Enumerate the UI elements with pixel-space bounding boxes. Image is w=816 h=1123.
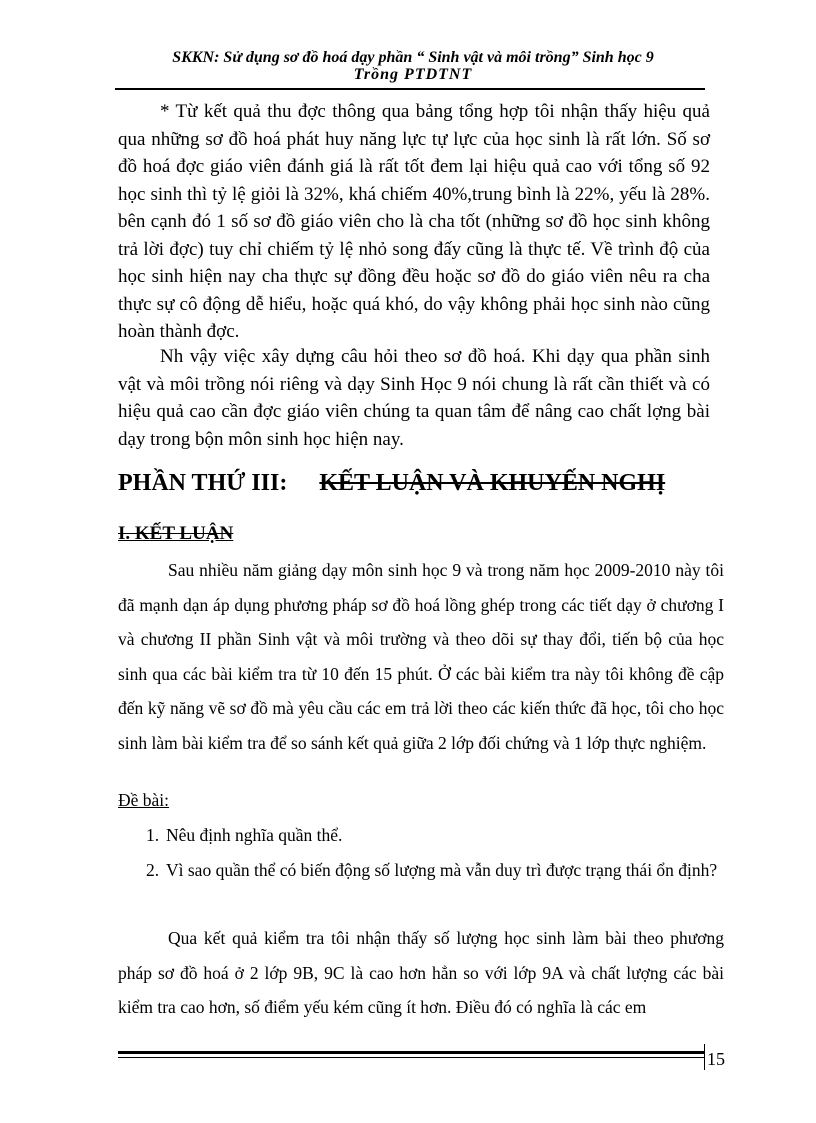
exam-label: Đề bài:	[118, 790, 170, 810]
paragraph-closing: Qua kết quả kiểm tra tôi nhận thấy số lượng học sinh làm bài theo phương pháp sơ đồ hoá ở 2 lớp 9B, 9C là cao hơn hẳn so với lớp 9A và chất lượng các bài kiểm tra cao hơn, số điểm yếu kém cũng ít hơn. Điều đó có nghĩa là các em	[118, 928, 724, 1017]
part-label: PHẦN THỨ III:	[118, 470, 288, 496]
part-title: KẾT LUẬN VÀ KHUYẾN NGHỊ	[319, 470, 666, 496]
header-school: Trồng PTDTNT	[353, 66, 473, 83]
page-number-divider	[704, 1044, 705, 1070]
page-number: 15	[707, 1049, 725, 1069]
question-text: Vì sao quần thể có biến động số lượng mà vẫn duy trì được trạng thái ổn định?	[166, 859, 718, 880]
section-heading: I. KẾT LUẬN	[118, 523, 234, 544]
question-number: 1.	[146, 825, 160, 845]
paragraph-results: * Từ kết quả thu đợc thông qua bảng tổng hợp tôi nhận thấy hiệu quả qua những sơ đồ hoá phát huy năng lực tự lực của học sinh là rất lớn. Số sơ đồ hoá đợc giáo viên đánh giá là rất tốt đem lại hiệu quả cao với tổng số 92 học sinh thì tỷ lệ giỏi là 32%, khá chiếm 40%,trung bình là 22%, yếu là 28%. bên cạnh đó 1 số sơ đồ giáo viên cho là cha tốt (những sơ đồ học sinh không trả lời đợc) tuy chỉ chiếm tỷ lệ nhỏ song đấy cũng là thực tế. Về trình độ của học sinh hiện nay cha thực sự đồng đều hoặc sơ đồ do giáo viên nêu ra cha thực sự cô động dễ hiểu, hoặc quá khó, do vậy không phải học sinh nào cũng hoàn thành đợc.	[118, 101, 710, 342]
question-text: Nêu định nghĩa quần thể.	[166, 825, 343, 845]
footer-rule-thick	[118, 1051, 704, 1054]
header-title: SKKN: Sử dụng sơ đồ hoá dạy phần “ Sinh vật và môi trồng” Sinh học 9	[172, 49, 654, 66]
part-heading	[118, 470, 718, 497]
question-list	[118, 818, 724, 887]
question-item	[118, 853, 724, 888]
paragraph-body: Sau nhiều năm giảng dạy môn sinh học 9 và trong năm học 2009-2010 này tôi đã mạnh dạn áp dụng phương pháp sơ đồ hoá lồng ghép trong các tiết dạy ở chương I và chương II phần Sinh vật và môi trường và theo dõi sự thay đổi, tiến bộ của học sinh qua các bài kiểm tra từ 10 đến 15 phút. Ở các bài kiểm tra này tôi không đề cập đến kỹ năng vẽ sơ đồ mà yêu cầu các em trả lời theo các kiến thức đã học, tôi cho học sinh làm bài kiểm tra để so sánh kết quả giữa 2 lớp đối chứng và 1 lớp thực nghiệm.	[118, 560, 724, 753]
header-rule	[115, 88, 705, 90]
question-number: 2.	[146, 859, 160, 880]
question-item	[118, 818, 724, 853]
page-header	[108, 48, 718, 84]
paragraph-conclusion-intro: Nh vậy việc xây dựng câu hỏi theo sơ đồ hoá. Khi dạy qua phần sinh vật và môi trồng nói riêng và dạy Sinh Học 9 nói chung là rất cần thiết và có hiệu quả cao cần đợc giáo viên chúng ta quan tâm để nâng cao chất lợng bài dạy trong bộn môn sinh học hiện nay.	[118, 346, 710, 450]
footer-rule-thin	[118, 1057, 704, 1058]
